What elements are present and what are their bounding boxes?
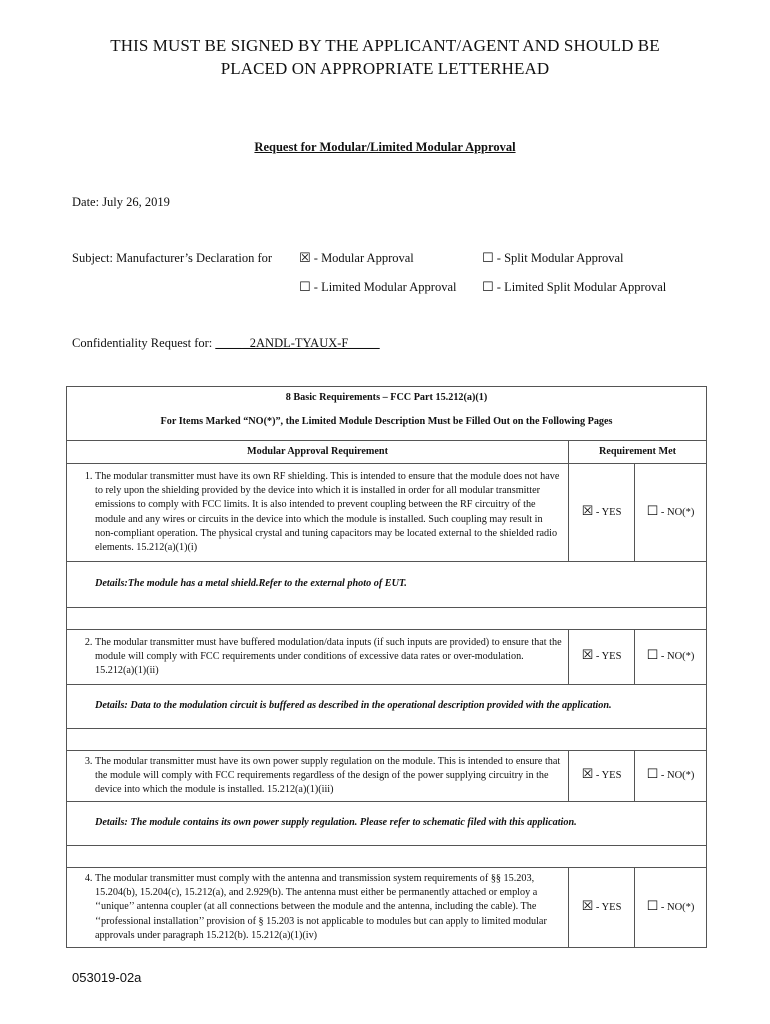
- option-label: - Limited Split Modular Approval: [496, 280, 667, 294]
- requirement-details: Details: The module contains its own power supply regulation. Please refer to schematic filed with this application.: [67, 802, 707, 846]
- no-option[interactable]: [635, 751, 707, 802]
- checked-checkbox-icon: ☒: [581, 648, 594, 664]
- form-number: 053019-02a: [72, 970, 142, 985]
- unchecked-checkbox-icon: ☐: [646, 503, 659, 519]
- unchecked-checkbox-icon: ☐: [482, 280, 494, 295]
- unchecked-checkbox-icon: ☐: [482, 251, 494, 266]
- yes-option[interactable]: [569, 751, 635, 802]
- requirement-item: 2. The modular transmitter must have buffered modulation/data inputs (if such inputs are provided) to ensure that the module will comply with FCC requirements under conditions of excessive data rates or over-modulation. 15.212(a)(1)(ii): [95, 636, 562, 679]
- requirement-item: 3. The modular transmitter must have its own power supply regulation on the module. This is intended to ensure that the module will comply with FCC requirements regardless of the design of the power supplying circuitry in the device into which the module is installed. 15.212(a)(1)(iii): [95, 755, 562, 798]
- no-label: - NO(*): [660, 901, 695, 913]
- fcc-id-value: ____ _2ANDL-TYAUX-F_____: [215, 336, 380, 350]
- no-option[interactable]: [635, 868, 707, 948]
- table-title: 8 Basic Requirements – FCC Part 15.212(a)(1): [285, 391, 488, 403]
- checked-checkbox-icon: ☒: [581, 503, 594, 519]
- checked-checkbox-icon: ☒: [581, 767, 594, 783]
- yes-label: - YES: [595, 651, 622, 663]
- yes-option[interactable]: [569, 464, 635, 562]
- table-row: [67, 464, 707, 562]
- letterhead-notice-line1: THIS MUST BE SIGNED BY THE APPLICANT/AGENT AND SHOULD BE: [110, 36, 660, 55]
- document-title: Request for Modular/Limited Modular Approval: [254, 140, 516, 154]
- requirement-item: 1. The modular transmitter must have its own RF shielding. This is intended to ensure that the module does not have to rely upon the shielding provided by the device into which it is installed in order for all modular transmitter emissions to comply with FCC limits. It is also intended to prevent coupling between the RF circuitry of the module and any wires or circuits in the device into which the module is installed. Such coupling may result in non-compliant operation. The physical crystal and tuning capacitors may be located external to the shielded radio elements. 15.212(a)(1)(i): [95, 470, 562, 556]
- yes-option[interactable]: [569, 868, 635, 948]
- yes-label: - YES: [595, 770, 622, 782]
- requirement-details: Details: Data to the modulation circuit is buffered as described in the operational description provided with the application.: [67, 685, 707, 729]
- no-label: - NO(*): [660, 770, 695, 782]
- option-modular-approval[interactable]: [299, 251, 414, 266]
- column-header-requirement: Modular Approval Requirement: [67, 441, 569, 464]
- unchecked-checkbox-icon: ☐: [646, 898, 659, 914]
- requirements-table: [66, 386, 707, 948]
- date-line: Date: July 26, 2019: [72, 195, 170, 209]
- unchecked-checkbox-icon: ☐: [299, 280, 311, 295]
- option-label: - Modular Approval: [313, 251, 414, 265]
- requirement-details: Details:The module has a metal shield.Refer to the external photo of EUT.: [67, 562, 707, 608]
- table-subtitle: For Items Marked “NO(*)”, the Limited Module Description Must be Filled Out on the Following Pages: [160, 416, 613, 427]
- table-row: [67, 868, 707, 948]
- option-label: - Split Modular Approval: [496, 251, 624, 265]
- confidentiality-label: Confidentiality Request for:: [72, 336, 213, 350]
- option-split-modular-approval[interactable]: [482, 251, 624, 266]
- letterhead-notice-line2: PLACED ON APPROPRIATE LETTERHEAD: [220, 59, 550, 78]
- confidentiality-request: [72, 336, 380, 351]
- checked-checkbox-icon: ☒: [299, 251, 311, 266]
- requirement-item: 4. The modular transmitter must comply with the antenna and transmission system requirements of §§ 15.203, 15.204(b), 15.204(c), 15.212(a), and 2.929(b). The antenna must either be permanently attached or employ a ‘‘unique’’ antenna coupler (at all connections between the module and the antenna, including the cable). The ‘‘professional installation’’ provision of § 15.203 is not applicable to modules but can apply to limited modular approvals under paragraph 15.212(b). 15.212(a)(1)(iv): [95, 872, 562, 943]
- table-header: [67, 387, 707, 441]
- option-label: - Limited Modular Approval: [313, 280, 457, 294]
- table-row: [67, 630, 707, 685]
- unchecked-checkbox-icon: ☐: [646, 767, 659, 783]
- requirement-text: [67, 464, 569, 562]
- table-row: [67, 751, 707, 802]
- yes-label: - YES: [595, 901, 622, 913]
- unchecked-checkbox-icon: ☐: [646, 648, 659, 664]
- requirement-text: [67, 751, 569, 802]
- no-label: - NO(*): [660, 506, 695, 518]
- yes-label: - YES: [595, 506, 622, 518]
- option-limited-modular-approval[interactable]: [299, 280, 456, 295]
- no-option[interactable]: [635, 630, 707, 685]
- requirement-text: [67, 630, 569, 685]
- no-option[interactable]: [635, 464, 707, 562]
- yes-option[interactable]: [569, 630, 635, 685]
- no-label: - NO(*): [660, 651, 695, 663]
- subject-label: Subject: Manufacturer’s Declaration for: [72, 251, 273, 265]
- option-limited-split-modular-approval[interactable]: [482, 280, 666, 295]
- column-header-met: Requirement Met: [569, 441, 707, 464]
- letterhead-notice: [0, 34, 770, 80]
- requirement-text: [67, 868, 569, 948]
- checked-checkbox-icon: ☒: [581, 898, 594, 914]
